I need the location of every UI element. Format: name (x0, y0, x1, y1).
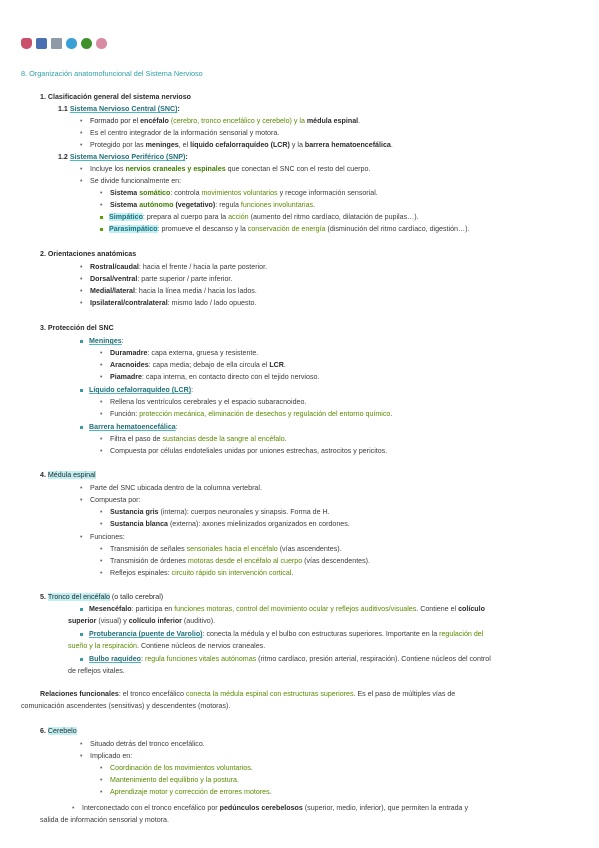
list-item: • Situado detrás del tronco encefálico. (80, 740, 205, 748)
list-item: • Compuesta por células endoteliales unidas por uniones estrechas, astrocitos y pericitos. (100, 447, 388, 455)
tooth-emoji-icon (21, 38, 32, 49)
section-3-heading: 3. Protección del SNC (40, 324, 114, 332)
list-item: • Sustancia gris (interna): cuerpos neuronales y sinapsis. Forma de H. (100, 508, 330, 516)
emoji-header-row (21, 38, 107, 49)
list-item: • Ipsilateral/contralateral: mismo lado / lado opuesto. (80, 299, 257, 307)
list-item-continued: de reflejos vitales. (68, 667, 125, 675)
section-6-heading: 6. Cerebelo (40, 727, 77, 735)
list-item: • Implicado en: (80, 752, 133, 760)
relations-paragraph: Relaciones funcionales: el tronco encefálico conecta la médula espinal con estructuras superiores. Es el paso de múltiples vías de (40, 690, 456, 698)
section-5-heading: 5. Tronco del encéfalo (o tallo cerebral) (40, 593, 164, 601)
list-item: • Mantenimiento del equilibrio y la postura. (100, 776, 239, 784)
list-item-continued: salida de información sensorial y motora. (40, 816, 169, 824)
list-item: • Compuesta por: (80, 496, 141, 504)
list-item: Bulbo raquídeo: regula funciones vitales autónomas (ritmo cardíaco, presión arterial, respiración). Contiene núcleos del control (80, 655, 491, 664)
list-item: • Formado por el encéfalo (cerebro, tronco encefálico y cerebelo) y la médula espinal. (80, 117, 361, 125)
dna-emoji-icon (66, 38, 77, 49)
list-item: • Transmisión de órdenes motoras desde el encéfalo al cuerpo (vías descendentes). (100, 557, 370, 565)
list-item: • Se divide funcionalmente en: (80, 177, 182, 185)
list-item: • Rellena los ventrículos cerebrales y el espacio subaracnoideo. (100, 398, 307, 406)
subsection-1-2-heading: 1.2 Sistema Nervioso Periférico (SNP): (58, 153, 188, 161)
chair-emoji-icon (36, 38, 47, 49)
list-item: • Dorsal/ventral: parte superior / parte inferior. (80, 275, 233, 283)
list-item: • Parte del SNC ubicada dentro de la columna vertebral. (80, 484, 262, 492)
list-item: • Aracnoides: capa media; debajo de ella circula el LCR. (100, 361, 286, 369)
virus-emoji-icon (81, 38, 92, 49)
list-item: • Incluye los nervios craneales y espinales que conectan el SNC con el resto del cuerpo. (80, 165, 371, 173)
list-item: • Rostral/caudal: hacia el frente / hacia la parte posterior. (80, 263, 268, 271)
list-item: Mesencéfalo: participa en funciones motoras, control del movimiento ocular y reflejos auditivos/visuales. Contiene el colículo (80, 605, 485, 614)
list-item: • Sustancia blanca (externa): axones mielinizados organizados en cordones. (100, 520, 350, 528)
list-item: Líquido cefalorraquídeo (LCR): (80, 386, 193, 395)
list-item-continued: superior (visual) y colículo inferior (auditivo). (68, 617, 216, 625)
list-item: Parasimpático: promueve el descanso y la conservación de energía (disminución del ritmo cardíaco, digestión…). (100, 225, 469, 234)
list-item: Barrera hematoencefálica: (80, 423, 178, 432)
list-item: • Sistema autónomo (vegetativo): regula funciones involuntarias. (100, 201, 316, 209)
list-item: • Filtra el paso de sustancias desde la sangre al encéfalo. (100, 435, 287, 443)
section-2-heading: 2. Orientaciones anatómicas (40, 250, 137, 258)
list-item: • Sistema somático: controla movimientos voluntarios y recoge información sensorial. (100, 189, 378, 197)
list-item: • Aprendizaje motor y corrección de errores motores. (100, 788, 272, 796)
relations-paragraph-continued: comunicación ascendentes (sensitivas) y descendentes (motoras). (21, 702, 231, 710)
brain-emoji-icon (96, 38, 107, 49)
section-4-heading: 4. Médula espinal (40, 471, 96, 479)
list-item: • Piamadre: capa interna, en contacto directo con el tejido nervioso. (100, 373, 320, 381)
list-item: • Función: protección mecánica, eliminación de desechos y regulación del entorno químico. (100, 410, 393, 418)
subsection-1-1-heading: 1.1 Sistema Nervioso Central (SNC): (58, 105, 180, 113)
list-item: • Coordinación de los movimientos voluntarios. (100, 764, 253, 772)
microscope-emoji-icon (51, 38, 62, 49)
list-item: • Duramadre: capa externa, gruesa y resistente. (100, 349, 259, 357)
list-item: • Interconectado con el tronco encefálico por pedúnculos cerebelosos (superior, medio, inferior), que permiten la entrada y (72, 804, 469, 812)
page-title: 8. Organización anatomofuncional del Sistema Nervioso (21, 69, 203, 78)
section-1-heading: 1. Clasificación general del sistema nervioso (40, 93, 192, 101)
list-item: Protuberancia (puente de Varolio): conecta la médula y el bulbo con estructuras superiores. Importante en la regulación del (80, 630, 483, 639)
list-item: Simpático: prepara al cuerpo para la acción (aumento del ritmo cardíaco, dilatación de pupilas…). (100, 213, 419, 222)
list-item: Meninges: (80, 337, 124, 346)
list-item-continued: sueño y la respiración. Contiene núcleos de nervios craneales. (68, 642, 266, 650)
list-item: • Reflejos espinales: circuito rápido sin intervención cortical. (100, 569, 294, 577)
list-item: • Transmisión de señales sensoriales hacia el encéfalo (vías ascendentes). (100, 545, 342, 553)
list-item: • Funciones: (80, 533, 125, 541)
list-item: • Medial/lateral: hacia la línea media / hacia los lados. (80, 287, 257, 295)
list-item: • Protegido por las meninges, el líquido cefalorraquídeo (LCR) y la barrera hematoencefálica. (80, 141, 393, 149)
list-item: • Es el centro integrador de la información sensorial y motora. (80, 129, 280, 137)
